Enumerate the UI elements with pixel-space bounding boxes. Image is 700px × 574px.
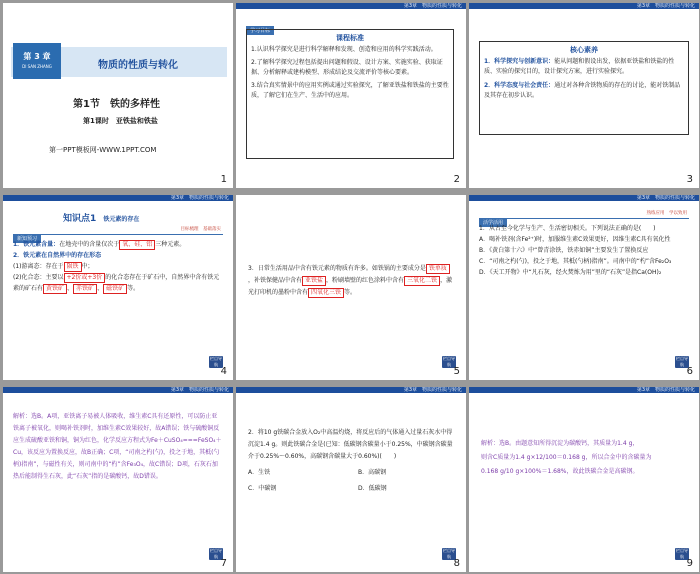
header-text: 第3章 物质的性质与转化: [170, 387, 229, 393]
option-d: D．《天工开物》中“凡石灰，经火焚炼为用”里的“石灰”是指Ca(OH)₂: [479, 269, 662, 276]
line-1-head: 1．铁元素含量：: [13, 241, 60, 248]
standards-box: [246, 29, 454, 159]
lesson-title: 第1课时 亚铁盐和铁盐: [83, 117, 158, 125]
box-title: 课程标准: [336, 34, 364, 42]
option-b: B．《黄白第十六》中“曾青涂铁，铁赤如铜”主要发生了置换反应: [479, 247, 649, 254]
header-text: 第3章 物质的性质与转化: [636, 387, 695, 393]
literacy-point-2: [484, 81, 684, 101]
slide-thumbnail-3[interactable]: [469, 3, 699, 188]
practice-tag: 活学活用: [479, 218, 507, 227]
options-row-2: [248, 483, 454, 495]
text-a: 3．日常生活用品中含有铁元素的物质有许多。如铁锅的主要成分是: [248, 265, 426, 272]
slide-number: 9: [686, 558, 693, 569]
slide-thumbnail-4[interactable]: [3, 195, 233, 380]
point-1: 1.认识科学探究是进行科学解释和发现、创造和应用的科学实践活动。: [251, 46, 437, 53]
text-d: ，激光打印机的墨粉中含有: [248, 277, 453, 296]
option-b: B．高碳钢: [358, 469, 387, 476]
option-d: D．低碳钢: [358, 485, 387, 492]
text-e: 等。: [344, 289, 357, 296]
answer-3: 三氧化二铁: [404, 276, 440, 286]
answer-4: 黄铁矿: [43, 284, 67, 294]
knowledge-point-title: [63, 211, 139, 224]
nav-back-button[interactable]: 栏目导航: [210, 356, 222, 367]
option-a: A．喝补铁剂(含Fe²⁺)时，加服维生素C效果更好，因维生素C具有氧化性: [479, 236, 671, 243]
chapter-title: 物质的性质与转化: [98, 60, 178, 71]
analysis-text: 解析：选B。A项，亚铁离子易被人体吸收，维生素C具有还原性，可以防止亚铁离子被氧化，则喝补铁剂时，加维生素C效果较好，故A错误；铁与硫酸铜反应生成硫酸亚铁和铜，铜为红色，化学反应方程式为Fe＋CuSO₄===FeSO₄＋Cu，该反应为置换反应，故B正确；C项，“司南之杓(勺)，投之于地，其柢(勺柄)指南”，与磁性有关，则司南中的“杓”含Fe₃O₄，故C错误；D项，石灰石加热后能制得生石灰，此“石灰”指的是碳酸钙，故D错误。: [13, 413, 222, 480]
learning-goal-tag: 学习目标: [246, 26, 274, 35]
sub-header: [13, 225, 223, 242]
question-area: [248, 427, 454, 495]
sub-right: 目标梳理 基础落实: [180, 227, 221, 232]
slide-number: 6: [686, 366, 693, 377]
line-1-end: 三种元素。: [155, 241, 186, 248]
point-2: 2.了解科学探究过程包括提出问题和假设、设计方案、实施实验、获取证据、分析解释或建构模型、形成结论及交流评价等核心要素。: [251, 59, 443, 76]
kp-title: 铁元素的存在: [103, 216, 140, 223]
point-2-text: 通过对各种含铁物质的存在的讨论，能对铁制品及其存在初步认识。: [484, 82, 681, 99]
question: 1．从古至今化学与生产、生活密切相关。下列说法正确的是( ): [479, 225, 656, 232]
slide-number: 5: [453, 366, 460, 377]
slide-header: [469, 3, 699, 13]
chapter-badge: [13, 43, 61, 79]
answer-4: 四氧化三铁: [308, 288, 344, 298]
question-area: [479, 223, 687, 278]
slide-thumbnail-1[interactable]: [3, 3, 233, 188]
site-watermark: 第一PPT模板网-WWW.1PPT.COM: [49, 146, 157, 154]
line-3-end: 中；: [81, 263, 94, 270]
slide-header: [3, 387, 233, 397]
nav-back-button[interactable]: 栏目导航: [210, 548, 222, 559]
option-a: A．生铁: [248, 469, 271, 476]
slide-header: [469, 195, 699, 205]
answer-1: 铁单质: [426, 264, 450, 274]
content-area: [248, 263, 454, 299]
option-c: C．中碳钢: [248, 485, 277, 492]
nav-back-button[interactable]: 栏目导航: [676, 548, 688, 559]
chapter-label: 第 3 章: [23, 52, 51, 61]
slide-thumbnail-5[interactable]: [236, 195, 466, 380]
text-b: ，补铁保健品中含有: [248, 277, 303, 284]
slide-number: 4: [220, 366, 227, 377]
answer-2: 陨铁: [64, 262, 82, 272]
point-2-head: 2．科学态度与社会责任：: [484, 82, 555, 89]
line-1-text: 在地壳中的含量仅次于: [59, 241, 120, 248]
line-4-mid: 的化合态存在于矿石中，自然界中含有铁元素的矿石有: [13, 274, 220, 292]
option-c: C．“司南之杓(勺)，投之于地，其柢(勺柄)指南”。司南中的“杓”含Fe₂O₃: [479, 258, 672, 265]
line-2: 2．铁元素在自然界中的存在形态: [13, 252, 102, 259]
slide-thumbnail-8[interactable]: [236, 387, 466, 572]
nav-back-button[interactable]: 栏目导航: [443, 548, 455, 559]
content-area: 1．铁元素含量：在地壳中的含量仅次于 氧、硅、铝 三种元素。 2．铁元素在自然界中的存在形态 (1)游离态：存在于 陨铁 中； (2)化合态：主要以 +2价或+3价 的化合态存在于矿石中，自然界中含有铁元素的矿石有 黄铁矿 、 赤铁矿 、 磁铁矿 等。: [13, 241, 220, 292]
slide-header: [3, 195, 233, 205]
section-title: 第1节 铁的多样性: [73, 99, 160, 110]
slide-number: 1: [220, 174, 227, 185]
nav-back-button[interactable]: 栏目导航: [443, 356, 455, 367]
tag-right: 熟练应用 学以致用: [646, 211, 687, 216]
slide-thumbnail-2[interactable]: [236, 3, 466, 188]
answer-3: +2价或+3价: [64, 273, 106, 283]
sub-header: [479, 209, 689, 226]
line-4-end: 等。: [127, 285, 140, 292]
analysis-text: [481, 437, 687, 479]
slide-number: 8: [453, 558, 460, 569]
analysis-line-2: 则含C质量为1.4 g×12/100＝0.168 g，所以合金中的含碳量为: [481, 454, 652, 461]
analysis-line-3: 0.168 g/10 g×100%＝1.68%，故此铁碳合金是高碳钢。: [481, 468, 639, 475]
header-text: 第3章 物质的性质与转化: [170, 195, 229, 201]
point-1-head: 1．科学探究与创新意识：: [484, 58, 555, 65]
slide-thumbnail-6[interactable]: [469, 195, 699, 380]
slide-number: 3: [686, 174, 693, 185]
slide-header: [469, 387, 699, 397]
question: 2．将10 g铁碳合金放入O₂中高温灼烧，将反应后的气体通入过量石灰水中得沉淀1.4 g。则此铁碳合金是(已知：低碳钢含碳量小于0.25%，中碳钢含碳量介于0.25%～0.60%，高碳钢含碳量大于0.60%)( ): [248, 429, 453, 460]
line-3-text: (1)游离态：存在于: [13, 263, 64, 270]
slide-thumbnail-9[interactable]: [469, 387, 699, 572]
kp-label: 知识点1: [63, 214, 97, 224]
answer-5: 赤铁矿: [73, 284, 97, 294]
nav-back-button[interactable]: 栏目导航: [676, 356, 688, 367]
analysis-line-1: 解析：选B。由题意知所得沉淀为碳酸钙，其质量为1.4 g，: [481, 440, 639, 447]
slide-number: 7: [220, 558, 227, 569]
answer-6: 磁铁矿: [103, 284, 127, 294]
answer-1: 氧、硅、铝: [119, 240, 155, 250]
slide-thumbnail-7[interactable]: [3, 387, 233, 572]
slide-header: [236, 3, 466, 13]
chapter-sub: DI SAN ZHANG: [22, 64, 52, 69]
line-4-text: (2)化合态：主要以: [13, 274, 64, 281]
point-1-text: 能从问题和假设出发，依据亚铁盐和铁盐的性质、实验的探究目的，设计探究方案，进行实验探究。: [484, 58, 675, 75]
header-text: 第3章 物质的性质与转化: [403, 3, 462, 9]
core-literacy-box: [479, 41, 689, 135]
header-text: 第3章 物质的性质与转化: [403, 387, 462, 393]
header-text: 第3章 物质的性质与转化: [636, 195, 695, 201]
slide-header: [236, 387, 466, 397]
literacy-point-1: [484, 57, 684, 77]
text-c: ，粉刷墙壁的红色涂料中含有: [326, 277, 405, 284]
preview-tag: 新知预习: [13, 234, 41, 243]
header-text: 第3章 物质的性质与转化: [636, 3, 695, 9]
box-title: 核心素养: [570, 46, 598, 54]
options-row-1: [248, 467, 454, 479]
slide-number: 2: [453, 174, 460, 185]
point-3: 3.结合真实情景中的应用实例或通过实验探究，了解亚铁盐和铁盐的主要性质，了解它们在生产、生活中的应用。: [251, 82, 449, 99]
answer-2: 亚铁盐: [302, 276, 326, 286]
